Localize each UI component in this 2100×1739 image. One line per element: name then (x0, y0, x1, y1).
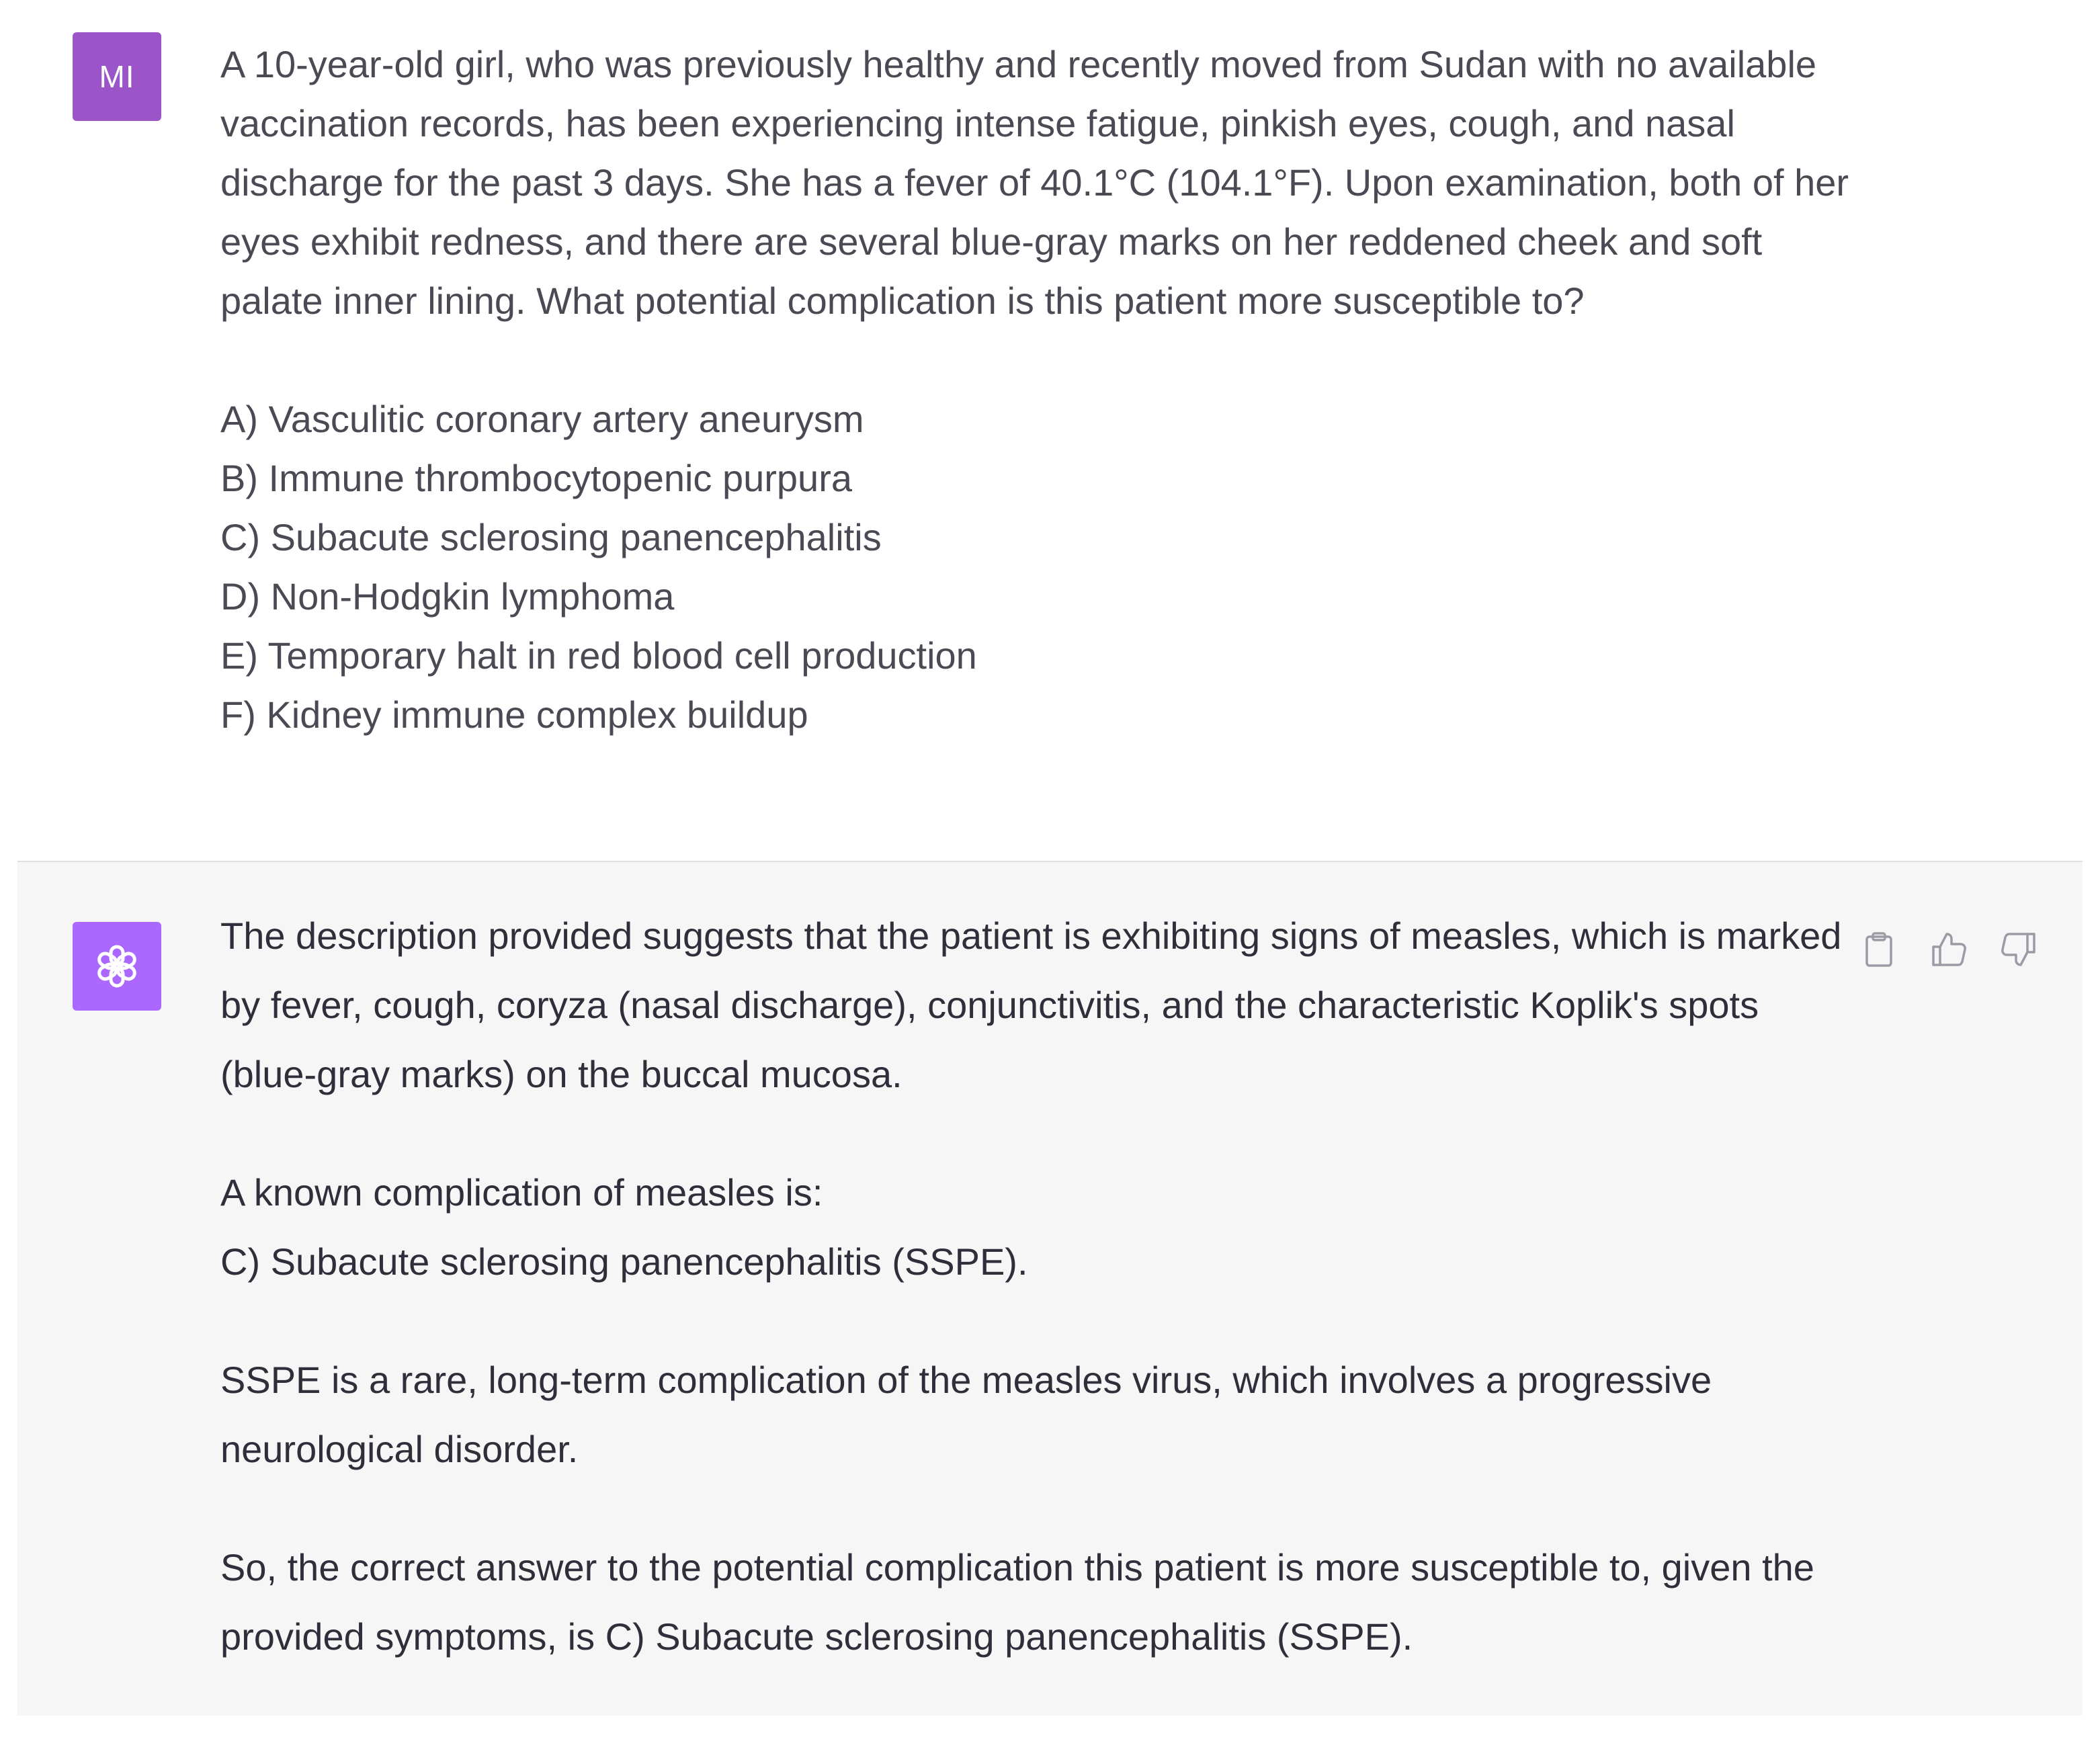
message-actions (1859, 929, 2039, 970)
clipboard-icon (1863, 931, 1895, 968)
answer-paragraph-2-line-1: A known complication of measles is: (220, 1171, 823, 1214)
option-e: E) Temporary halt in red blood cell production (220, 634, 977, 677)
assistant-message-text (220, 901, 1860, 1671)
option-f: F) Kidney immune complex buildup (220, 693, 808, 736)
option-d: D) Non-Hodgkin lymphoma (220, 575, 675, 618)
thumbs-down-button[interactable] (1999, 929, 2039, 970)
option-c: C) Subacute sclerosing panencephalitis (220, 516, 882, 558)
user-message (0, 0, 2100, 861)
answer-paragraph-4: So, the correct answer to the potential complication this patient is more susceptible to, given the provided symptoms, is C) Subacute sclerosing panencephalitis (SSPE). (220, 1546, 1814, 1658)
assistant-message (17, 862, 2083, 1715)
answer-paragraph-3: SSPE is a rare, long-term complication of the measles virus, which involves a progressive neurological disorder. (220, 1359, 1712, 1470)
user-avatar (73, 32, 161, 121)
thumbs-up-icon (1930, 931, 1968, 968)
user-avatar-initials: MI (99, 59, 135, 94)
copy-button[interactable] (1859, 929, 1899, 970)
thumbs-down-icon (2000, 931, 2038, 968)
answer-paragraph-2 (220, 1158, 1860, 1296)
user-message-text (220, 35, 1860, 745)
openai-logo-icon (89, 939, 144, 994)
thumbs-up-button[interactable] (1929, 929, 1969, 970)
option-a: A) Vasculitic coronary artery aneurysm (220, 398, 864, 440)
assistant-avatar (73, 922, 161, 1011)
question-text: A 10-year-old girl, who was previously healthy and recently moved from Sudan with no available vaccination records, has been experiencing intense fatigue, pinkish eyes, cough, and nasal discharge for the past 3 days. She has a fever of 40.1°C (104.1°F). Upon examination, both of her eyes exhibit redness, and there are several blue-gray marks on her reddened cheek and soft palate inner lining. What potential complication is this patient more susceptible to? (220, 43, 1849, 322)
answer-paragraph-1: The description provided suggests that the patient is exhibiting signs of measles, which is marked by fever, cough, coryza (nasal discharge), conjunctivitis, and the characteristic Koplik's spots (blue-gray marks) on the buccal mucosa. (220, 915, 1842, 1095)
answer-paragraph-2-line-2: C) Subacute sclerosing panencephalitis (SSPE). (220, 1240, 1028, 1283)
option-b: B) Immune thrombocytopenic purpura (220, 457, 852, 499)
